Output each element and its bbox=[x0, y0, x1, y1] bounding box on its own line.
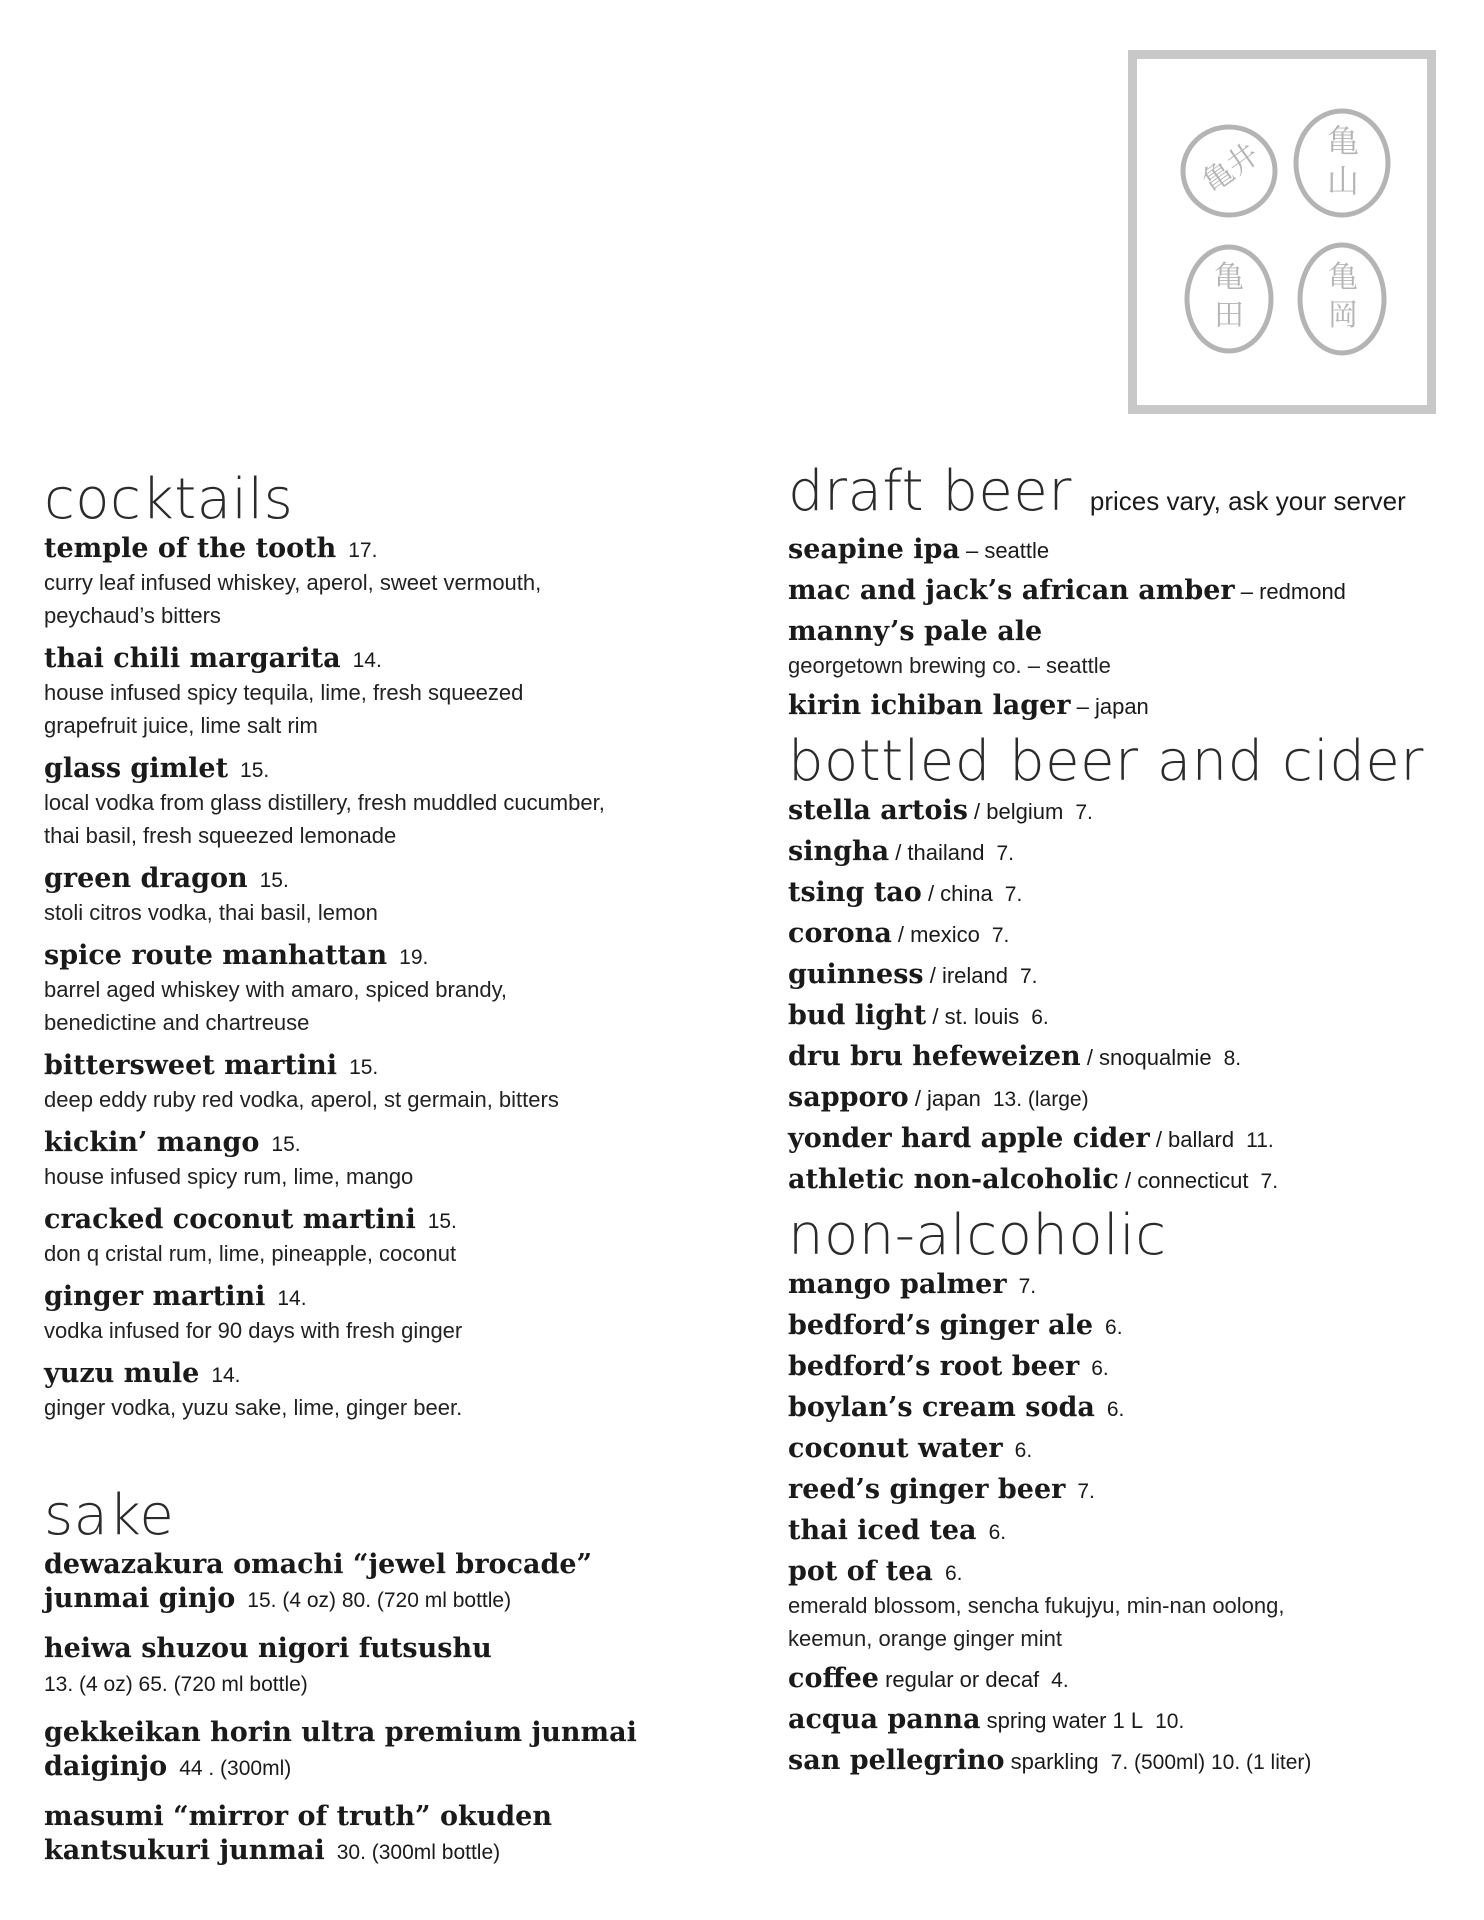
cocktail-item bbox=[44, 532, 724, 632]
non-alcoholic-name: coconut water bbox=[788, 1433, 1003, 1464]
bottled-item bbox=[788, 1040, 1468, 1074]
bottled-name: athletic non-alcoholic bbox=[788, 1164, 1119, 1195]
left-column bbox=[44, 468, 724, 1884]
non-alcoholic-item bbox=[788, 1744, 1468, 1778]
bottled-name: guinness bbox=[788, 959, 924, 990]
bottled-price: 7. bbox=[991, 924, 1010, 947]
bottled-item bbox=[788, 1081, 1468, 1115]
sake-name-cont: daiginjo bbox=[44, 1751, 168, 1782]
right-column bbox=[788, 460, 1468, 1785]
cocktail-description: deep eddy ruby red vodka, aperol, st germain, bitters bbox=[44, 1087, 559, 1112]
sake-detail-line bbox=[44, 1582, 724, 1622]
draft-beer-title bbox=[788, 460, 1468, 533]
seal-top-right: 亀山 bbox=[1326, 122, 1359, 200]
sake-price: 30. (300ml bottle) bbox=[336, 1841, 501, 1864]
bottled-item bbox=[788, 1122, 1468, 1156]
draft-beer-name: seapine ipa bbox=[788, 534, 960, 565]
cocktail-description: grapefruit juice, lime salt rim bbox=[44, 713, 318, 738]
bottled-item bbox=[788, 835, 1468, 869]
cocktail-name: green dragon bbox=[44, 863, 248, 894]
non-alcoholic-line bbox=[788, 1555, 1468, 1589]
non-alcoholic-price: 6. bbox=[988, 1521, 1007, 1544]
draft-beer-origin: – seattle bbox=[959, 538, 1050, 563]
cocktail-line bbox=[44, 1126, 724, 1160]
non-alcoholic-item bbox=[788, 1555, 1468, 1655]
bottled-list bbox=[788, 794, 1468, 1197]
non-alcoholic-price: 6. bbox=[1106, 1398, 1125, 1421]
sake-list bbox=[44, 1548, 724, 1874]
non-alcoholic-price: 7. (500ml) 10. (1 liter) bbox=[1110, 1751, 1312, 1774]
bottled-origin: / thailand bbox=[889, 840, 985, 865]
non-alcoholic-title: non-alcoholic bbox=[788, 1203, 1167, 1268]
cocktail-item bbox=[44, 1049, 724, 1116]
non-alcoholic-description: emerald blossom, sencha fukujyu, min-nan oolong, bbox=[788, 1593, 1285, 1618]
cocktail-line bbox=[44, 1203, 724, 1237]
bottled-title: bottled beer and cider bbox=[788, 729, 1424, 794]
cocktail-name: kickin’ mango bbox=[44, 1127, 260, 1158]
cocktail-name: cracked coconut martini bbox=[44, 1204, 416, 1235]
non-alcoholic-line bbox=[788, 1268, 1468, 1302]
bottled-price: 7. bbox=[1020, 965, 1038, 988]
cocktail-line bbox=[44, 939, 724, 973]
cocktail-item bbox=[44, 939, 724, 1039]
cocktail-description: curry leaf infused whiskey, aperol, sweet vermouth, bbox=[44, 570, 542, 595]
non-alcoholic-name: boylan’s cream soda bbox=[788, 1392, 1095, 1423]
bottled-origin: / snoqualmie bbox=[1080, 1045, 1212, 1070]
draft-beer-item bbox=[788, 533, 1468, 567]
draft-beer-item bbox=[788, 615, 1468, 682]
cocktail-item bbox=[44, 642, 724, 742]
cocktail-name: bittersweet martini bbox=[44, 1050, 338, 1081]
cocktail-description: vodka infused for 90 days with fresh ginger bbox=[44, 1318, 463, 1343]
non-alcoholic-description: keemun, orange ginger mint bbox=[788, 1626, 1062, 1651]
cocktail-description: house infused spicy tequila, lime, fresh squeezed bbox=[44, 680, 524, 705]
sake-item bbox=[44, 1632, 724, 1706]
sake-name-cont: kantsukuri junmai bbox=[44, 1835, 325, 1866]
non-alcoholic-name: san pellegrino bbox=[788, 1745, 1005, 1776]
bottled-origin: / japan bbox=[908, 1086, 981, 1111]
bottled-name: dru bru hefeweizen bbox=[788, 1041, 1081, 1072]
draft-beer-list bbox=[788, 533, 1468, 723]
sake-detail-line bbox=[44, 1750, 724, 1790]
non-alcoholic-name: coffee bbox=[788, 1663, 879, 1694]
draft-beer-name: manny’s pale ale bbox=[788, 616, 1043, 647]
cocktail-name: thai chili margarita bbox=[44, 643, 341, 674]
non-alcoholic-name: bedford’s ginger ale bbox=[788, 1310, 1094, 1341]
draft-beer-item bbox=[788, 574, 1468, 608]
cocktail-line bbox=[44, 862, 724, 896]
cocktail-price: 15. bbox=[349, 1056, 379, 1079]
non-alcoholic-line bbox=[788, 1514, 1468, 1548]
non-alcoholic-price: 7. bbox=[1077, 1480, 1095, 1503]
sake-name: dewazakura omachi “jewel brocade” bbox=[44, 1549, 593, 1580]
sake-title: sake bbox=[44, 1483, 175, 1548]
seal-bottom-left: 亀田 bbox=[1214, 260, 1244, 333]
non-alcoholic-detail: sparkling bbox=[1004, 1749, 1099, 1774]
draft-beer-name: kirin ichiban lager bbox=[788, 690, 1071, 721]
cocktail-description: thai basil, fresh squeezed lemonade bbox=[44, 823, 397, 848]
cocktail-price: 19. bbox=[399, 946, 429, 969]
cocktails-title: cocktails bbox=[44, 467, 294, 532]
non-alcoholic-name: reed’s ginger beer bbox=[788, 1474, 1066, 1505]
draft-beer-origin: – japan bbox=[1070, 694, 1149, 719]
bottled-item bbox=[788, 917, 1468, 951]
bottled-name: bud light bbox=[788, 1000, 927, 1031]
bottled-price: 7. bbox=[1004, 883, 1023, 906]
bottled-origin: / belgium bbox=[967, 799, 1064, 824]
non-alcoholic-item bbox=[788, 1350, 1468, 1384]
non-alcoholic-price: 6. bbox=[1014, 1439, 1033, 1462]
cocktail-line bbox=[44, 532, 724, 566]
draft-beer-line bbox=[788, 574, 1468, 608]
cocktail-name: ginger martini bbox=[44, 1281, 266, 1312]
bottled-name: singha bbox=[788, 836, 890, 867]
bottled-price: 13. (large) bbox=[992, 1088, 1089, 1111]
draft-beer-line bbox=[788, 533, 1468, 567]
sake-price: 44 . (300ml) bbox=[179, 1757, 292, 1780]
seal-top-left: 亀井 bbox=[1196, 137, 1266, 201]
non-alcoholic-price: 6. bbox=[1091, 1357, 1109, 1380]
cocktail-item bbox=[44, 1203, 724, 1270]
cocktail-description: stoli citros vodka, thai basil, lemon bbox=[44, 900, 378, 925]
cocktail-description: peychaud’s bitters bbox=[44, 603, 221, 628]
non-alcoholic-price: 10. bbox=[1155, 1710, 1185, 1733]
bottled-price: 7. bbox=[996, 842, 1015, 865]
non-alcoholic-item bbox=[788, 1514, 1468, 1548]
sake-name: gekkeikan horin ultra premium junmai bbox=[44, 1717, 637, 1748]
bottled-origin: / ireland bbox=[923, 963, 1008, 988]
bottled-origin: / ballard bbox=[1149, 1127, 1235, 1152]
cocktail-line bbox=[44, 752, 724, 786]
non-alcoholic-detail: spring water 1 L bbox=[980, 1708, 1144, 1733]
cocktail-description: benedictine and chartreuse bbox=[44, 1010, 310, 1035]
non-alcoholic-line bbox=[788, 1309, 1468, 1343]
bottled-price: 7. bbox=[1260, 1170, 1279, 1193]
cocktail-name: glass gimlet bbox=[44, 753, 229, 784]
bottled-name: corona bbox=[788, 918, 892, 949]
draft-beer-origin: – redmond bbox=[1234, 579, 1346, 604]
non-alcoholic-line bbox=[788, 1662, 1468, 1696]
bottled-price: 11. bbox=[1246, 1129, 1274, 1152]
non-alcoholic-item bbox=[788, 1432, 1468, 1466]
cocktail-price: 15. bbox=[271, 1133, 301, 1156]
cocktail-item bbox=[44, 1357, 724, 1424]
cocktail-name: spice route manhattan bbox=[44, 940, 388, 971]
non-alcoholic-name: pot of tea bbox=[788, 1556, 933, 1587]
bottled-origin: / connecticut bbox=[1118, 1168, 1249, 1193]
non-alcoholic-item bbox=[788, 1391, 1468, 1425]
cocktail-list bbox=[44, 532, 724, 1424]
cocktail-description: local vodka from glass distillery, fresh muddled cucumber, bbox=[44, 790, 605, 815]
draft-beer-brewery: georgetown brewing co. – seattle bbox=[788, 653, 1111, 678]
sake-name-cont: junmai ginjo bbox=[44, 1583, 236, 1614]
sake-item bbox=[44, 1548, 724, 1622]
draft-beer-line bbox=[788, 689, 1468, 723]
cocktail-line bbox=[44, 1049, 724, 1083]
bottled-name: tsing tao bbox=[788, 877, 922, 908]
bottled-name: yonder hard apple cider bbox=[788, 1123, 1150, 1154]
non-alcoholic-line bbox=[788, 1703, 1468, 1737]
cocktail-line bbox=[44, 642, 724, 676]
cocktail-name: yuzu mule bbox=[44, 1358, 200, 1389]
cocktail-price: 15. bbox=[259, 869, 289, 892]
non-alcoholic-line bbox=[788, 1350, 1468, 1384]
cocktail-item bbox=[44, 752, 724, 852]
cocktail-description: barrel aged whiskey with amaro, spiced brandy, bbox=[44, 977, 508, 1002]
logo-stamp bbox=[1128, 50, 1436, 414]
non-alcoholic-name: acqua panna bbox=[788, 1704, 981, 1735]
non-alcoholic-name: mango palmer bbox=[788, 1269, 1007, 1300]
bottled-price: 6. bbox=[1031, 1006, 1049, 1029]
cocktail-price: 14. bbox=[211, 1364, 241, 1387]
seal-bottom-right: 亀岡 bbox=[1328, 260, 1358, 333]
cocktail-price: 15. bbox=[427, 1210, 457, 1233]
bottled-price: 7. bbox=[1075, 801, 1093, 824]
non-alcoholic-item bbox=[788, 1268, 1468, 1302]
sake-name: masumi “mirror of truth” okuden bbox=[44, 1801, 552, 1832]
non-alcoholic-line bbox=[788, 1473, 1468, 1507]
non-alcoholic-name: thai iced tea bbox=[788, 1515, 977, 1546]
sake-detail-line bbox=[44, 1666, 724, 1706]
cocktail-price: 17. bbox=[348, 539, 378, 562]
sake-item bbox=[44, 1800, 724, 1874]
sake-price: 13. (4 oz) 65. (720 ml bottle) bbox=[44, 1673, 308, 1696]
cocktail-price: 14. bbox=[277, 1287, 307, 1310]
bottled-name: stella artois bbox=[788, 795, 968, 826]
non-alcoholic-item bbox=[788, 1473, 1468, 1507]
bottled-origin: / mexico bbox=[891, 922, 980, 947]
cocktail-description: ginger vodka, yuzu sake, lime, ginger beer. bbox=[44, 1395, 463, 1420]
draft-beer-name: mac and jack’s african amber bbox=[788, 575, 1235, 606]
sake-name: heiwa shuzou nigori futsushu bbox=[44, 1633, 492, 1664]
cocktail-item bbox=[44, 862, 724, 929]
sake-detail-line bbox=[44, 1834, 724, 1874]
cocktail-line bbox=[44, 1280, 724, 1314]
bottled-item bbox=[788, 794, 1468, 828]
draft-beer-line bbox=[788, 615, 1468, 649]
non-alcoholic-name: bedford’s root beer bbox=[788, 1351, 1080, 1382]
cocktail-price: 15. bbox=[240, 759, 270, 782]
non-alcoholic-price: 6. bbox=[944, 1562, 963, 1585]
non-alcoholic-price: 6. bbox=[1105, 1316, 1123, 1339]
cocktail-price: 14. bbox=[352, 649, 382, 672]
non-alcoholic-price: 4. bbox=[1051, 1669, 1069, 1692]
bottled-item bbox=[788, 1163, 1468, 1197]
cocktail-item bbox=[44, 1280, 724, 1347]
bottled-origin: / china bbox=[921, 881, 993, 906]
cocktail-item bbox=[44, 1126, 724, 1193]
non-alcoholic-line bbox=[788, 1391, 1468, 1425]
bottled-item bbox=[788, 999, 1468, 1033]
sake-item bbox=[44, 1716, 724, 1790]
cocktail-line bbox=[44, 1357, 724, 1391]
cocktail-name: temple of the tooth bbox=[44, 533, 337, 564]
draft-beer-item bbox=[788, 689, 1468, 723]
logo-seals bbox=[1137, 59, 1427, 405]
bottled-item bbox=[788, 876, 1468, 910]
sake-price: 15. (4 oz) 80. (720 ml bottle) bbox=[247, 1589, 512, 1612]
non-alcoholic-item bbox=[788, 1703, 1468, 1737]
non-alcoholic-detail: regular or decaf bbox=[878, 1667, 1040, 1692]
non-alcoholic-list bbox=[788, 1268, 1468, 1778]
non-alcoholic-line bbox=[788, 1744, 1468, 1778]
bottled-item bbox=[788, 958, 1468, 992]
cocktail-description: house infused spicy rum, lime, mango bbox=[44, 1164, 414, 1189]
bottled-price: 8. bbox=[1223, 1047, 1242, 1070]
non-alcoholic-price: 7. bbox=[1018, 1275, 1037, 1298]
draft-beer-note: prices vary, ask your server bbox=[1089, 486, 1406, 516]
draft-beer-heading: draft beer bbox=[788, 459, 1072, 524]
bottled-origin: / st. louis bbox=[926, 1004, 1020, 1029]
non-alcoholic-item bbox=[788, 1662, 1468, 1696]
non-alcoholic-line bbox=[788, 1432, 1468, 1466]
non-alcoholic-item bbox=[788, 1309, 1468, 1343]
bottled-name: sapporo bbox=[788, 1082, 909, 1113]
cocktail-description: don q cristal rum, lime, pineapple, coconut bbox=[44, 1241, 457, 1266]
